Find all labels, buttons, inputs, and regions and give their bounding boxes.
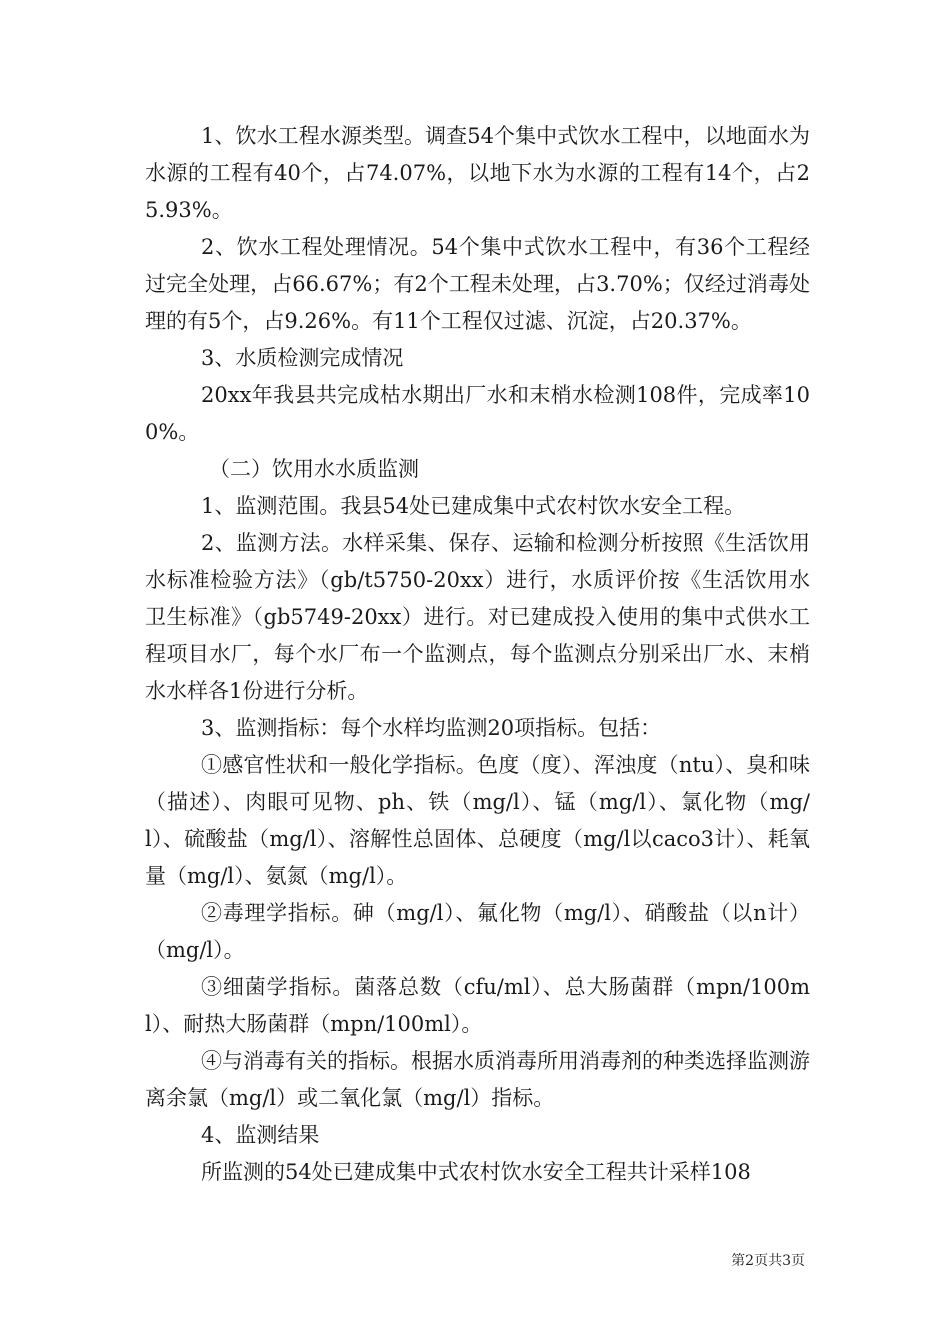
paragraph-testing-heading: 3、水质检测完成情况 bbox=[201, 346, 404, 370]
paragraph-results-body: 所监测的54处已建成集中式农村饮水安全工程共计采样108 bbox=[201, 1160, 751, 1184]
paragraph-indicator-sensory: ①感官性状和一般化学指标。色度（度）、浑浊度（ntu）、臭和味（描述）、肉眼可见物、ph、铁（mg/l）、锰（mg/l）、氯化物（mg/l）、硫酸盐（mg/l）、溶解性总固体、总硬度（mg/l以caco3计）、耗氧量（mg/l）、氨氮（mg/l）。 bbox=[145, 753, 810, 888]
page-number-footer: 第2页共3页 bbox=[731, 1253, 805, 1269]
paragraph-monitoring-method: 2、监测方法。水样采集、保存、运输和检测分析按照《生活饮用水标准检验方法》（gb/t5750-20xx）进行，水质评价按《生活饮用水卫生标准》（gb5749-20xx）进行。对已建成投入使用的集中式供水工程项目水厂，每个水厂布一个监测点，每个监测点分别采出厂水、末梢水水样各1份进行分析。 bbox=[145, 531, 810, 703]
paragraph-monitoring-indicators: 3、监测指标：每个水样均监测20项指标。包括： bbox=[201, 716, 662, 740]
paragraph-treatment-status: 2、饮水工程处理情况。54个集中式饮水工程中，有36个工程经过完全处理，占66.67%；有2个工程未处理，占3.70%；仅经过消毒处理的有5个，占9.26%。有11个工程仅过滤、沉淀，占20.37%。 bbox=[145, 235, 810, 333]
paragraph-monitoring-scope: 1、监测范围。我县54处已建成集中式农村饮水安全工程。 bbox=[201, 494, 746, 518]
paragraph-indicator-disinfection: ④与消毒有关的指标。根据水质消毒所用消毒剂的种类选择监测游离余氯（mg/l）或二氧化氯（mg/l）指标。 bbox=[145, 1049, 810, 1110]
section-heading-monitoring: （二）饮用水水质监测 bbox=[209, 457, 419, 481]
paragraph-indicator-bacteria: ③细菌学指标。菌落总数（cfu/ml）、总大肠菌群（mpn/100ml）、耐热大肠菌群（mpn/100ml）。 bbox=[145, 975, 810, 1036]
paragraph-indicator-toxicology: ②毒理学指标。砷（mg/l）、氟化物（mg/l）、硝酸盐（以n计）（mg/l）。 bbox=[145, 901, 810, 962]
paragraph-water-source-type: 1、饮水工程水源类型。调查54个集中式饮水工程中，以地面水为水源的工程有40个，占74.07%，以地下水为水源的工程有14个，占25.93%。 bbox=[145, 124, 810, 222]
document-body bbox=[145, 118, 810, 1191]
paragraph-results-heading: 4、监测结果 bbox=[201, 1123, 320, 1147]
paragraph-testing-completion: 20xx年我县共完成枯水期出厂水和末梢水检测108件，完成率100%。 bbox=[145, 383, 810, 444]
